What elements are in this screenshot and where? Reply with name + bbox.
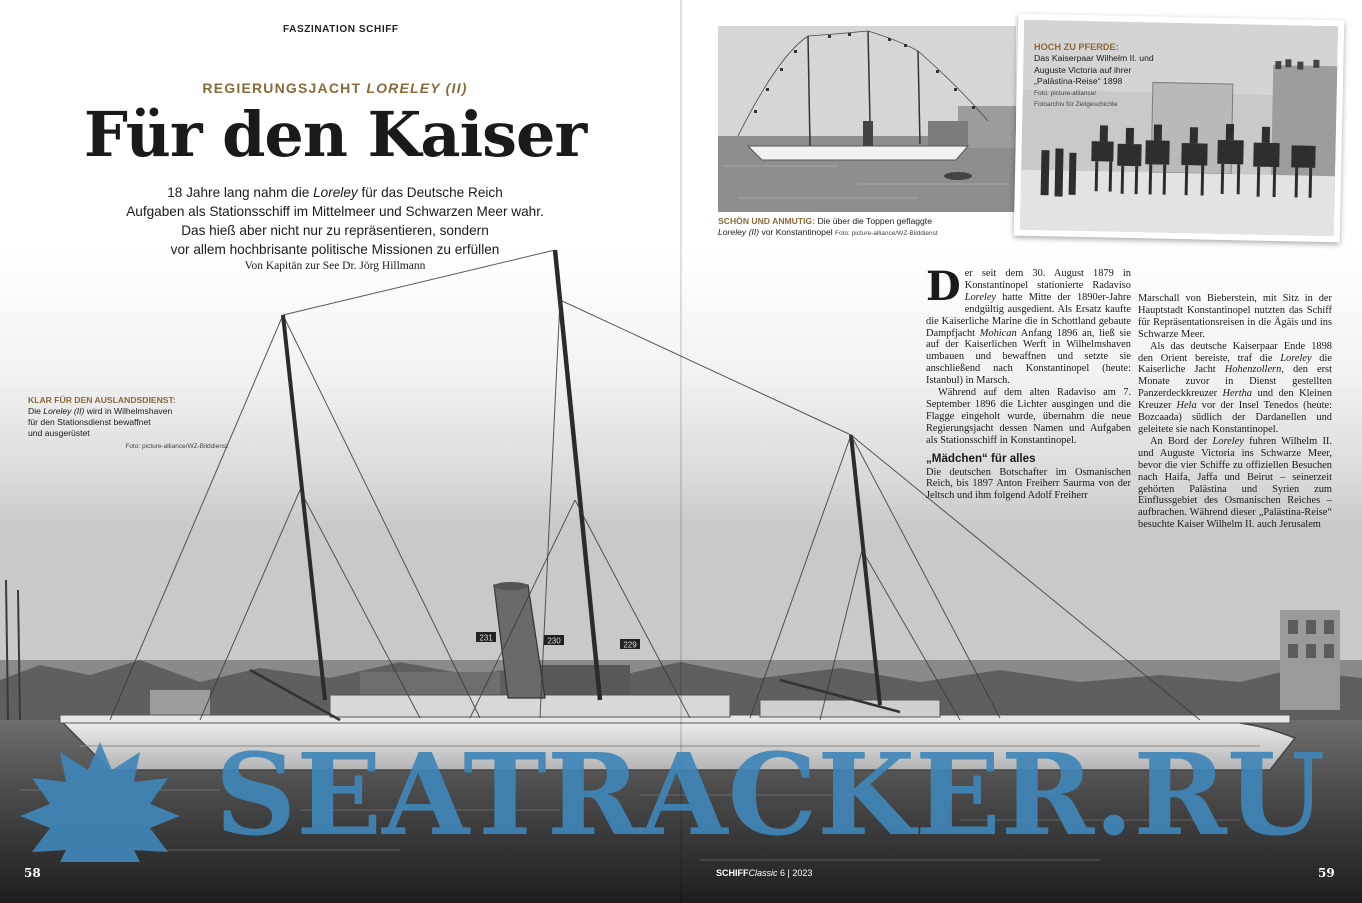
hull-number-231: 231 bbox=[479, 633, 493, 643]
caption-auslandsdienst: KLAR FÜR DEN AUSLANDSDIENST: Die Loreley (II) wird in Wilhelmshaven für den Stationsdienst bewaffnet und ausgerüstet Foto: picture-alliance/WZ-Bilddienst bbox=[28, 395, 228, 450]
caption-hoch-zu-pferde: HOCH ZU PFERDE: Das Kaiserpaar Wilhelm II. und Auguste Victoria auf ihrer „Palästina-Reise“ 1898 Foto: picture-alliance/ Fotoarchiv für Zeitgeschichte bbox=[1034, 42, 1184, 110]
photo-credit: Foto: picture-alliance/ bbox=[1034, 89, 1097, 97]
photo-credit: Foto: picture-alliance/WZ-Bilddienst bbox=[835, 230, 938, 237]
photo-credit: Foto: picture-alliance/WZ-Bilddienst bbox=[125, 443, 228, 450]
article-column-2: Marschall von Bieberstein, mit Sitz in der Hauptstadt Konstantinopel nutzten das Schiff für Repräsentationsreisen in die Ägäis und ins Schwarze Meer. Als das deutsche Kaiserpaar Ende 1898 den Orient bereiste, traf die Loreley die Kaiserliche Jacht Hohenzollern, den erst Monate zuvor in Dienst gestellten Panzerdeckkreuzer Hertha und den Kleinen Kreuzer Hela vor der Insel Tenedos (heute: Bozcaada) südlich der Dardanellen und geleitete sie nach Konstantinopel. An Bord der Loreley fuhren Wilhelm II. und Auguste Victoria ins Schwarze Meer, bevor die vier Schiffe zu offiziellen Besuchen nach Haifa, Jaffa und Beirut – seinerzeit gehörten Palästina und Syrien zum Einflussgebiet des Osmanischen Reiches – aufbrachen. Während dieser „Palästina-Reise“ besuchte Kaiser Wilhelm II. auch Jerusalem bbox=[1138, 293, 1333, 531]
page-number-left: 58 bbox=[24, 866, 41, 880]
photo-credit: Fotoarchiv für Zeitgeschichte bbox=[1034, 100, 1118, 108]
subheading: „Mädchen“ für alles bbox=[926, 451, 1036, 465]
kicker: REGIERUNGSJACHT LORELEY (II) bbox=[202, 80, 468, 96]
photo-flagged-yacht bbox=[718, 26, 1016, 212]
caption-schoen-und-anmutig: SCHÖN UND ANMUTIG: Die über die Toppen geflaggte Loreley (II) vor Konstantinopel Foto: picture-alliance/WZ-Bilddienst bbox=[718, 216, 938, 237]
watermark-text: SEATRACKER.RU bbox=[215, 730, 1325, 861]
magazine-footer: SCHIFFClassic 6 | 2023 bbox=[716, 868, 813, 878]
hull-number-229: 229 bbox=[623, 640, 637, 650]
hull-number-230: 230 bbox=[547, 636, 561, 646]
byline: Von Kapitän zur See Dr. Jörg Hillmann bbox=[244, 260, 426, 272]
deck: 18 Jahre lang nahm die Loreley für das Deutsche Reich Aufgaben als Stationsschiff im Mittelmeer und Schwarzen Meer wahr. Das hieß aber nicht nur zu repräsentieren, sondern vor allem hochbrisante politische Missionen zu erfüllen bbox=[126, 185, 544, 257]
section-label: FASZINATION SCHIFF bbox=[283, 24, 399, 35]
watermark-seatracker bbox=[0, 712, 1362, 862]
drop-cap: D bbox=[926, 263, 961, 310]
article-column-1: Der seit dem 30. August 1879 in Konstantinopel stationierte Radaviso Loreley hatte Mitte der 1890er-Jahre endgültig ausgedient. Als Ersatz kaufte die Kaiserliche Marine die in Schottland gebaute Dampfjacht Mohican Anfang 1896 an, ließ sie auf der Kaiserlichen Werft in Wilhelmshaven umbauen und bewaffnen und setzte sie anschließend nach Konstantinopel (heute: Istanbul) in Marsch. Während auf dem alten Radaviso am 7. September 1896 die Lichter ausgingen und die Flagge eingeholt wurde, übernahm die neue Regierungsjacht dessen Namen und Aufgaben als Stationsschiff in Konstantinopel. „Mädchen“ für alles Die deutschen Botschafter im Osmanischen Reich, bis 1897 Anton Freiherr Saurma von der Jeltsch und ihm folgend Adolf Freiherr bbox=[926, 263, 1131, 502]
watermark-sunburst-icon bbox=[20, 742, 180, 862]
page-number-right: 59 bbox=[1318, 866, 1335, 880]
headline: Für den Kaiser bbox=[83, 98, 587, 171]
